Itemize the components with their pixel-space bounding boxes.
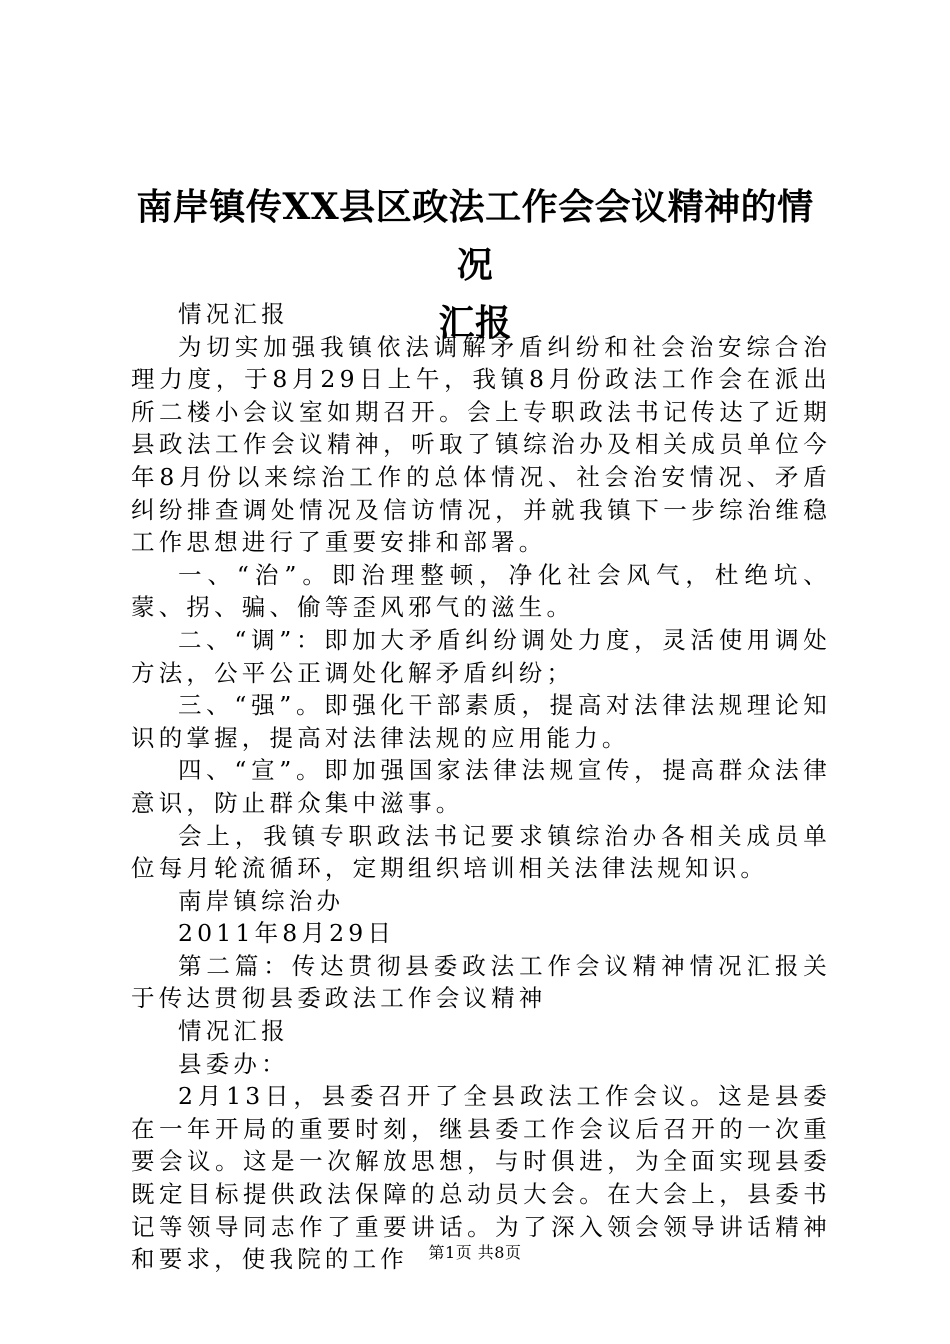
paragraph-addressee: 县委办： [178,1049,289,1078]
paragraph-body-2: 2月13日，县委召开了全县政法工作会议。这是县委在一年开局的重要时刻，继县委工作会议后召开的一次重要会议。这是一次解放思想，与时俱进，为全面实现县委既定目标提供政法保障的总动员大会。在大会上，县委书记等领导同志作了重要讲话。为了深入领会领导讲话精神和要求，使我院的工作 [131,1082,831,1274]
document-body [131,298,831,1276]
paragraph-heading-2: 情况汇报 [178,1017,289,1046]
title-line-1: 南岸镇传XX县区政法工作会会议精神的情况 [136,186,814,286]
paragraph-second-article: 第二篇：传达贯彻县委政法工作会议精神情况汇报关于传达贯彻县委政法工作会议精神 [131,951,831,1013]
paragraph-heading: 情况汇报 [178,300,289,328]
title-line-2: 汇报 [438,302,512,344]
paragraph-item-1: 一、“治”。即治理整顿，净化社会风气，杜绝坑、蒙、拐、骗、偷等歪风邪气的滋生。 [131,560,831,622]
paragraph-intro: 为切实加强我镇依法调解矛盾纠纷和社会治安综合治理力度，于8月29日上午，我镇8月份政法工作会在派出所二楼小会议室如期召开。会上专职政法书记传达了近期县政法工作会议精神，听取了镇综治办及相关成员单位今年8月份以来综治工作的总体情况、社会治安情况、矛盾纠纷排查调处情况及信访情况，并就我镇下一步综治维稳工作思想进行了重要安排和部署。 [131,332,831,557]
signature-date: 2011年8月29日 [178,919,396,948]
paragraph-meeting: 会上，我镇专职政法书记要求镇综治办各相关成员单位每月轮流循环，定期组织培训相关法律法规知识。 [131,821,831,883]
paragraph-item-3: 三、“强”。即强化干部素质，提高对法律法规理论知识的掌握，提高对法律法规的应用能力。 [131,691,831,752]
paragraph-item-4: 四、“宣”。即加强国家法律法规宣传，提高群众法律意识，防止群众集中滋事。 [131,756,831,817]
paragraph-item-2: 二、“调”：即加大矛盾纠纷调处力度，灵活使用调处方法，公平公正调处化解矛盾纠纷； [131,625,831,687]
page-footer: 第1页 共8页 [428,1243,522,1262]
signature-office: 南岸镇综治办 [178,886,345,915]
